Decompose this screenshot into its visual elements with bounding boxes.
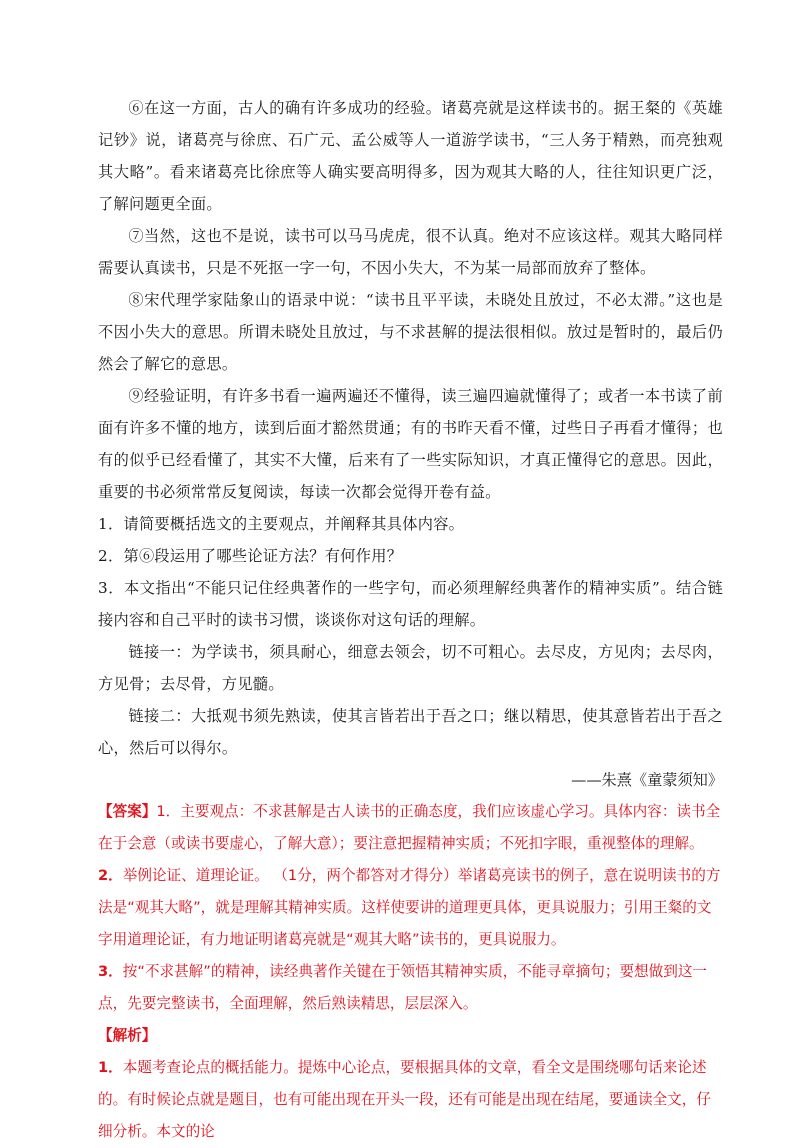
answer-1-text: 1．主要观点：不求甚解是古人读书的正确态度，我们应该虚心学习。具体内容：读书全在于会意（或读书要虚心，了解大意）；要注意把握精神实质；不死扣字眼，重视整体的理解。 <box>98 803 721 852</box>
answer-2 <box>98 860 723 956</box>
answer-3-text: 按“不求甚解”的精神，读经典著作关键在于领悟其精神实质，不能寻章摘句；要想做到这一点，先要完整读书，全面理解，然后熟读精思，层层深入。 <box>98 963 708 1012</box>
analysis-tag: 【解析】 <box>98 1027 157 1044</box>
paragraph-7: ⑦当然，这也不是说，读书可以马马虎虎，很不认真。绝对不应该这样。观其大略同样需要认真读书，只是不死抠一字一句，不因小失大，不为某一局部而放弃了整体。 <box>98 227 723 277</box>
question-3: 3．本文指出“不能只记住经典著作的一些字句，而必须理解经典著作的精神实质”。结合链接内容和自己平时的读书习惯，谈谈你对这句话的理解。 <box>98 579 723 629</box>
paragraph-9: ⑨经验证明，有许多书看一遍两遍还不懂得，读三遍四遍就懂得了；或者一本书读了前面有许多不懂的地方，读到后面才豁然贯通；有的书昨天看不懂，过些日子再看才懂得；也有的似乎已经看懂了，其实不大懂，后来有了一些实际知识，才真正懂得它的意思。因此，重要的书必须常常反复阅读，每读一次都会觉得开卷有益。 <box>98 387 723 501</box>
document-content <box>98 92 723 1148</box>
answer-2-number: 2． <box>98 867 123 884</box>
answer-3 <box>98 956 723 1020</box>
link-source: ——朱熹《童蒙须知》 <box>571 771 723 789</box>
analysis-1 <box>98 1052 723 1148</box>
link-one: 链接一：为学读书，须具耐心，细意去领会，切不可粗心。去尽皮，方见肉；去尽肉，方见骨；去尽骨，方见髓。 <box>98 643 723 693</box>
answer-tag: 【答案】 <box>98 803 157 820</box>
answer-2-text: 举例论证、道理论证。 （1分，两个都答对才得分）举诸葛亮读书的例子，意在说明读书的方法是“观其大略”，就是理解其精神实质。这样使要讲的道理更具体，更具说服力；引用王粲的文字用道理论证，有力地证明诸葛亮就是“观其大略”读书的，更具说服力。 <box>98 867 721 948</box>
answer-1 <box>98 796 723 860</box>
analysis-1-number: 1． <box>98 1059 123 1076</box>
answer-3-number: 3． <box>98 963 123 980</box>
analysis-1-text: 本题考查论点的概括能力。提炼中心论点，要根据具体的文章，看全文是围绕哪句话来论述的。有时候论点就是题目，也有可能出现在开头一段，还有可能是出现在结尾，要通读全文，仔细分析。本文的论 <box>98 1059 711 1140</box>
question-1: 1．请简要概括选文的主要观点，并阐释其具体内容。 <box>98 515 465 533</box>
analysis-heading <box>98 1020 723 1052</box>
link-two: 链接二：大抵观书须先熟读，使其言皆若出于吾之口；继以精思，使其意皆若出于吾之心，然后可以得尔。 <box>98 707 723 757</box>
paragraph-8: ⑧宋代理学家陆象山的语录中说：“读书且平平读，未晓处且放过，不必太滞。”这也是不因小失大的意思。所谓未晓处且放过，与不求甚解的提法很相似。放过是暂时的，最后仍然会了解它的意思。 <box>98 291 723 373</box>
paragraph-6: ⑥在这一方面，古人的确有许多成功的经验。诸葛亮就是这样读书的。据王粲的《英雄记钞》说，诸葛亮与徐庶、石广元、孟公威等人一道游学读书，“三人务于精熟，而亮独观其大略”。看来诸葛亮比徐庶等人确实要高明得多，因为观其大略的人，往往知识更广泛，了解问题更全面。 <box>98 99 723 213</box>
question-2: 2．第⑥段运用了哪些论证方法？有何作用？ <box>98 547 403 565</box>
